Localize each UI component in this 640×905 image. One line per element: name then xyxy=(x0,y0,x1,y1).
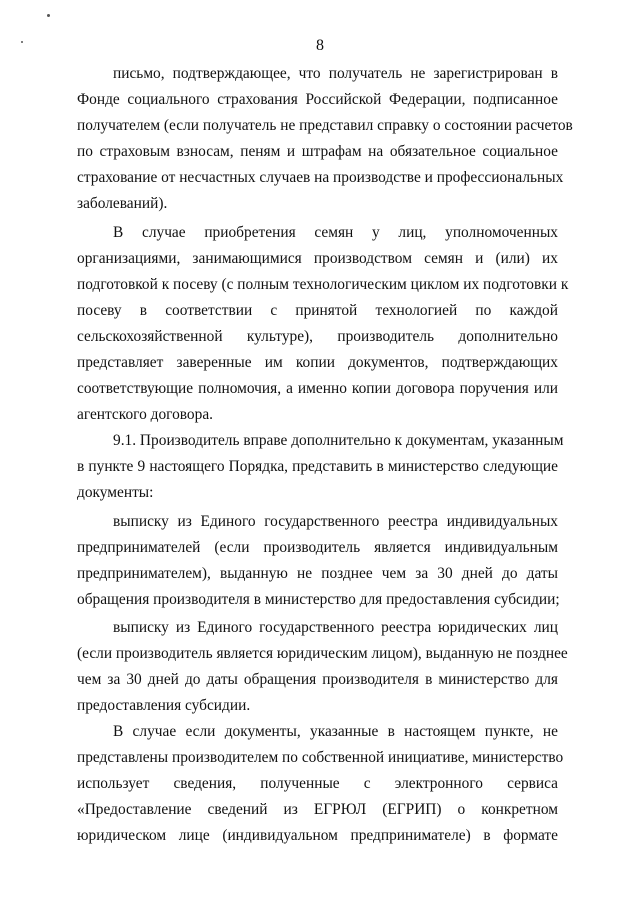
text-line: соответствующие полномочия, а именно копии договора поручения или xyxy=(77,380,558,397)
text-line: сельскохозяйственной культуре), производитель дополнительно xyxy=(77,328,558,345)
text-line: 9.1. Производитель вправе дополнительно к документам, указанным xyxy=(113,432,564,449)
text-line: выписку из Единого государственного реестра юридических лиц xyxy=(113,619,558,636)
text-line: представлены производителем по собственной инициативе, министерство xyxy=(77,749,564,766)
text-line: (если производитель является юридическим лицом), выданную не позднее xyxy=(77,645,568,662)
text-line: по страховым взносам, пеням и штрафам на обязательное социальное xyxy=(77,143,558,160)
text-line: агентского договора. xyxy=(77,406,213,423)
text-line: страхование от несчастных случаев на производстве и профессиональных xyxy=(77,169,564,186)
text-line: письмо, подтверждающее, что получатель не зарегистрирован в xyxy=(113,65,558,82)
text-line: чем за 30 дней до даты обращения производителя в министерство для xyxy=(77,671,558,688)
text-line: Фонде социального страхования Российской Федерации, подписанное xyxy=(77,91,558,108)
text-line: заболеваний). xyxy=(77,195,168,212)
text-line: документы: xyxy=(77,484,154,501)
page-number: 8 xyxy=(316,37,324,54)
text-line: «Предоставление сведений из ЕГРЮЛ (ЕГРИП) о конкретном xyxy=(77,801,558,818)
text-line: предпринимателем), выданную не позднее чем за 30 дней до даты xyxy=(77,565,558,582)
text-line: обращения производителя в министерство для предоставления субсидии; xyxy=(77,591,560,608)
text-line: В случае приобретения семян у лиц, уполномоченных xyxy=(113,224,558,241)
text-line: использует сведения, полученные с электронного сервиса xyxy=(77,775,558,792)
text-line: подготовкой к посеву (с полным технологическим циклом их подготовки к xyxy=(77,276,569,293)
text-line: получателем (если получатель не представил справку о состоянии расчетов xyxy=(77,117,573,134)
text-line: юридическом лице (индивидуальном предпринимателе) в формате xyxy=(77,827,558,844)
text-line: выписку из Единого государственного реестра индивидуальных xyxy=(113,513,558,530)
text-line: представляет заверенные им копии документов, подтверждающих xyxy=(77,354,558,371)
text-line: предпринимателей (если производитель является индивидуальным xyxy=(77,539,558,556)
text-line: В случае если документы, указанные в настоящем пункте, не xyxy=(113,723,558,740)
text-line: организациями, занимающимися производством семян и (или) их xyxy=(77,250,558,267)
text-line: предоставления субсидии. xyxy=(77,697,251,714)
text-line: посеву в соответствии с принятой технологией по каждой xyxy=(77,302,558,319)
scan-mark xyxy=(47,14,50,17)
text-line: в пункте 9 настоящего Порядка, представить в министерство следующие xyxy=(77,458,558,475)
